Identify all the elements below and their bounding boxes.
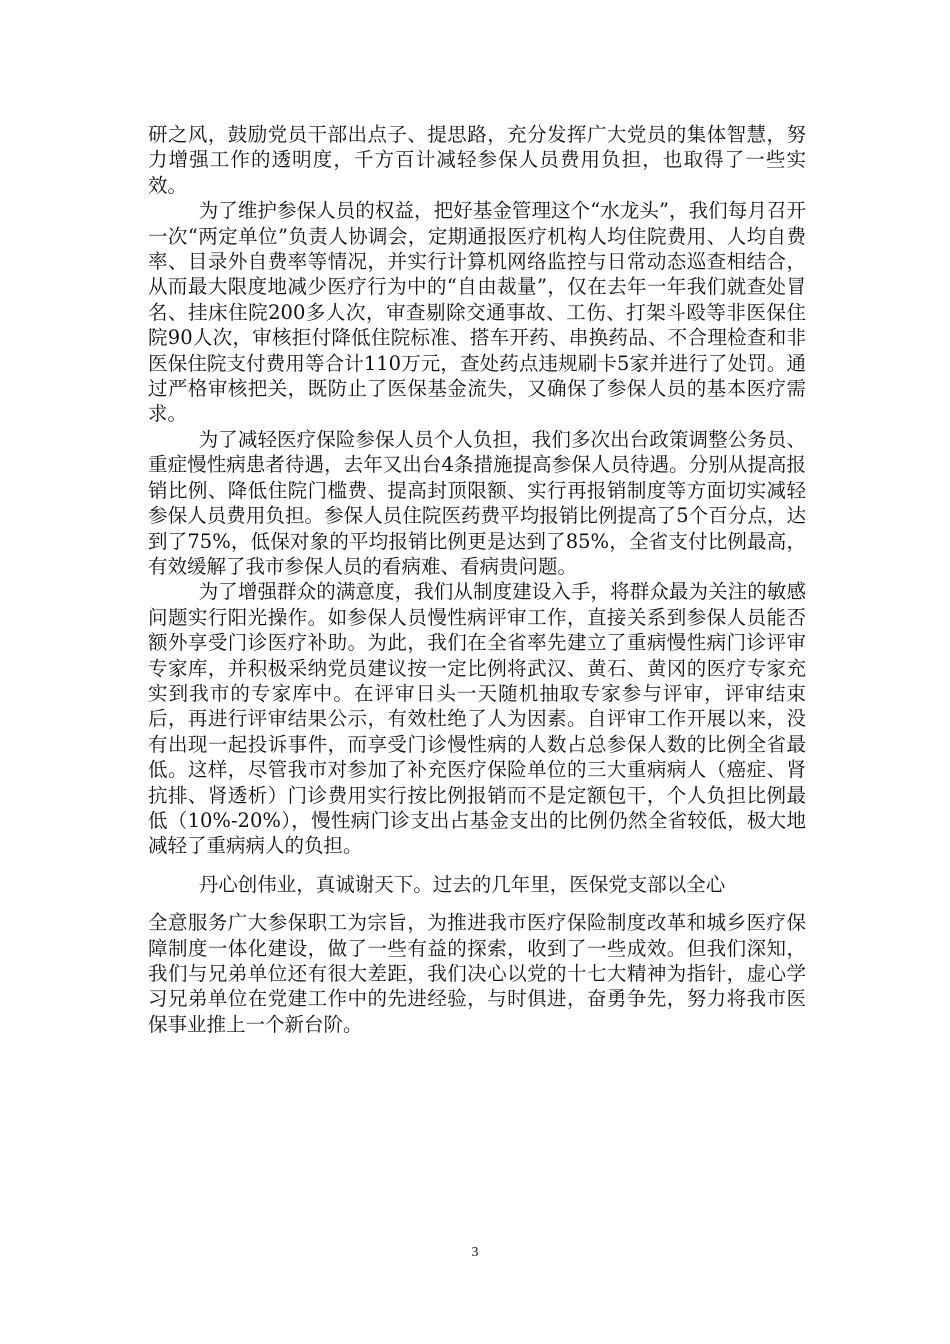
paragraph-fund-management: 为了维护参保人员的权益，把好基金管理这个“水龙头”，我们每月召开一次“两定单位”负责人协调会，定期通报医疗机构人均住院费用、人均自费率、目录外自费率等情况，并实行计算机网络监控与日常动态巡查相结合，从而最大限度地减少医疗行为中的“自由裁量”，仅在去年一年我们就查处冒名、挂床住院200多人次，审查剔除交通事故、工伤、打架斗殴等非医保住院90人次，审核拒付降低住院标准、搭车开药、串换药品、不合理检查和非医保住院支付费用等合计110万元，查处药点违规刷卡5家并进行了处罚。通过严格审核把关，既防止了医保基金流失，又确保了参保人员的基本医疗需求。 [148,199,806,426]
document-body [148,122,806,1037]
page-number: 3 [471,1245,479,1260]
paragraph-continuation: 研之风，鼓励党员干部出点子、提思路，充分发挥广大党员的集体智慧，努力增强工作的透明度，千方百计减轻参保人员费用负担，也取得了一些实效。 [148,123,806,197]
paragraph-reduce-burden: 为了减轻医疗保险参保人员个人负担，我们多次出台政策调整公务员、重症慢性病患者待遇，去年又出台4条措施提高参保人员待遇。分别从提高报销比例、降低住院门槛费、提高封顶限额、实行再报销制度等方面切实减轻参保人员费用负担。参保人员住院医药费平均报销比例提高了5个百分点，达到了75%，低保对象的平均报销比例更是达到了85%，全省支付比例最高，有效缓解了我市参保人员的看病难、看病贵问题。 [148,427,806,578]
paragraph-conclusion: 全意服务广大参保职工为宗旨，为推进我市医疗保险制度改革和城乡医疗保障制度一体化建设，做了一些有益的探索，收到了一些成效。但我们深知，我们与兄弟单位还有很大差距，我们决心以党的十七大精神为指针，虚心学习兄弟单位在党建工作中的先进经验，与时俱进，奋勇争先，努力将我市医保事业推上一个新台阶。 [148,911,806,1036]
paragraph-satisfaction: 为了增强群众的满意度，我们从制度建设入手，将群众最为关注的敏感问题实行阳光操作。如参保人员慢性病评审工作，直接关系到参保人员能否额外享受门诊医疗补助。为此，我们在全省率先建立了重病慢性病门诊评审专家库，并积极采纳党员建议按一定比例将武汉、黄石、黄冈的医疗专家充实到我市的专家库中。在评审日头一天随机抽取专家参与评审，评审结束后，再进行评审结果公示，有效杜绝了人为因素。自评审工作开展以来，没有出现一起投诉事件，而享受门诊慢性病的人数占总参保人数的比例全省最低。这样，尽管我市对参加了补充医疗保险单位的三大重病病人（癌症、肾抗排、肾透析）门诊费用实行按比例报销而不是定额包干，个人负担比例最低（10%-20%），慢性病门诊支出占基金支出的比例仍然全省较低，极大地减轻了重病病人的负担。 [148,580,806,858]
paragraph-conclusion-opening: 丹心创伟业，真诚谢天下。过去的几年里，医保党支部以全心 [198,872,726,896]
